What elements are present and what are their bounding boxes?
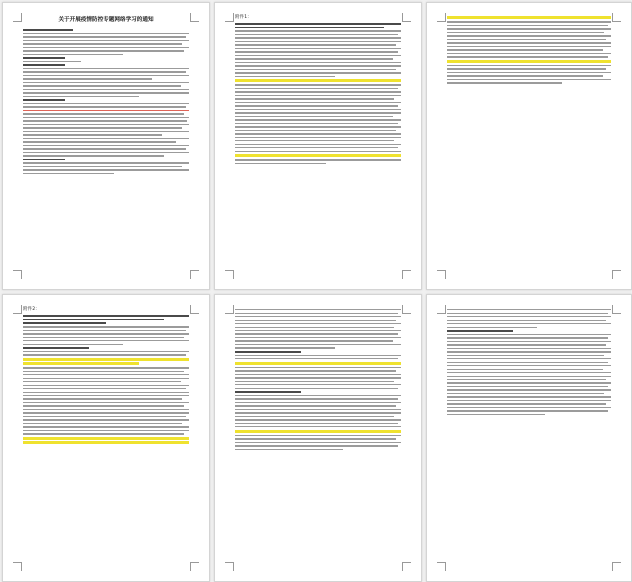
text-line [235, 370, 396, 371]
text-line [447, 25, 608, 26]
text-line [235, 426, 401, 427]
text-line [235, 337, 401, 338]
text-line [235, 340, 393, 341]
text-line [235, 163, 326, 164]
text-line [23, 430, 189, 431]
text-line [235, 133, 401, 134]
text-line [447, 414, 545, 415]
text-line [447, 355, 604, 356]
text-line [235, 88, 398, 89]
text-lines [447, 309, 611, 415]
text-line [23, 33, 189, 34]
text-line [235, 58, 393, 59]
text-line [23, 402, 189, 403]
crop-mark [225, 562, 234, 571]
text-line [447, 65, 611, 66]
text-line [235, 323, 401, 324]
text-line [23, 92, 189, 93]
page-body [235, 15, 401, 271]
text-line [235, 116, 393, 117]
text-line [447, 348, 611, 349]
text-line [447, 358, 611, 359]
text-line [235, 405, 396, 406]
text-line [23, 405, 184, 406]
text-line [23, 141, 176, 142]
text-line [447, 56, 608, 57]
text-line [23, 392, 189, 393]
document-page-5 [214, 294, 422, 582]
text-line [235, 109, 401, 110]
text-line [235, 416, 394, 417]
crop-mark [190, 270, 199, 279]
heading-text-line [23, 322, 106, 324]
crop-mark [13, 270, 22, 279]
text-line [235, 151, 401, 152]
attachment-label: 附件2： [23, 307, 40, 312]
text-line [235, 402, 401, 403]
text-line [235, 313, 398, 314]
text-line [235, 438, 396, 439]
crop-mark [190, 562, 199, 571]
text-line [23, 416, 186, 417]
text-line [235, 381, 394, 382]
text-line [23, 381, 181, 382]
text-line [235, 126, 401, 127]
text-line [235, 384, 401, 385]
highlighted-text-line [23, 362, 139, 365]
text-line [23, 113, 184, 114]
text-line [447, 369, 603, 370]
text-line [23, 398, 182, 399]
crop-mark [612, 562, 621, 571]
text-line [447, 362, 608, 363]
text-line [235, 147, 398, 148]
highlighted-text-line [23, 441, 189, 444]
text-line [447, 400, 611, 401]
text-line [23, 166, 182, 167]
crop-mark [612, 270, 621, 279]
text-line [23, 106, 186, 107]
crop-mark [402, 305, 411, 314]
text-line [447, 344, 606, 345]
text-line [447, 372, 611, 373]
crop-mark [437, 270, 446, 279]
text-line [447, 389, 611, 390]
text-line [23, 409, 189, 410]
text-line [23, 145, 189, 146]
text-line [235, 144, 401, 145]
page-body [23, 307, 189, 563]
text-line [23, 127, 182, 128]
text-line [447, 313, 608, 314]
text-line [447, 21, 611, 22]
text-line [235, 140, 394, 141]
text-line [23, 148, 186, 149]
text-line [235, 374, 401, 375]
text-line [235, 423, 398, 424]
text-line [23, 333, 189, 334]
heading-text-line [235, 27, 384, 29]
text-line [447, 386, 608, 387]
page-body [23, 15, 189, 271]
text-line [235, 395, 401, 396]
text-line [235, 34, 398, 35]
text-line [447, 82, 562, 83]
document-page-6 [426, 294, 632, 582]
text-line [23, 47, 189, 48]
page-body [235, 307, 401, 563]
text-line [23, 337, 184, 338]
text-line [447, 382, 611, 383]
crop-mark [190, 13, 199, 22]
text-lines [23, 315, 189, 444]
text-line [23, 78, 152, 79]
heading-text-line [23, 57, 65, 59]
text-line [235, 367, 401, 368]
crop-mark [437, 13, 446, 22]
text-line [235, 105, 398, 106]
text-line [235, 130, 396, 131]
red-text-line [23, 110, 189, 111]
document-title: 关于开展疫情防控专题网络学习的通知 [58, 17, 154, 23]
text-line [447, 39, 606, 40]
text-line [235, 55, 401, 56]
text-line [235, 37, 401, 38]
text-line [23, 344, 123, 345]
text-line [23, 412, 189, 413]
text-line [447, 323, 611, 324]
text-line [23, 374, 189, 375]
text-line [447, 28, 611, 29]
text-line [235, 398, 398, 399]
text-line [23, 43, 182, 44]
text-line [447, 379, 606, 380]
text-line [447, 53, 611, 54]
text-line [235, 442, 401, 443]
text-line [23, 138, 189, 139]
heading-text-line [23, 319, 164, 321]
crop-mark [225, 13, 234, 22]
text-line [23, 395, 189, 396]
text-lines [23, 29, 189, 174]
text-line [447, 79, 611, 80]
crop-mark [13, 305, 22, 314]
text-line [235, 445, 398, 446]
text-lines [235, 23, 401, 164]
text-line [23, 36, 186, 37]
heading-text-line [23, 159, 65, 161]
text-line [23, 152, 189, 153]
text-line [447, 316, 611, 317]
text-line [235, 358, 398, 359]
crop-mark [402, 13, 411, 22]
text-line [23, 169, 189, 170]
text-line [23, 330, 186, 331]
text-line [447, 75, 603, 76]
text-line [23, 367, 189, 368]
document-page-3 [426, 2, 632, 290]
heading-text-line [23, 315, 189, 317]
document-page-1 [2, 2, 210, 290]
text-line [447, 407, 611, 408]
text-line [23, 89, 189, 90]
text-line [23, 40, 189, 41]
text-line [235, 95, 401, 96]
text-line [235, 51, 398, 52]
text-line [235, 355, 401, 356]
text-line [235, 76, 335, 77]
text-lines [235, 309, 401, 450]
page-body [447, 307, 611, 563]
text-line [235, 98, 394, 99]
text-line [23, 162, 189, 163]
document-page-2 [214, 2, 422, 290]
text-line [447, 393, 604, 394]
text-line [235, 62, 401, 63]
text-line [447, 403, 606, 404]
text-line [235, 449, 343, 450]
text-line [23, 131, 189, 132]
text-line [23, 50, 184, 51]
highlighted-text-line [235, 154, 401, 157]
text-line [235, 388, 398, 389]
highlighted-text-line [447, 16, 611, 19]
text-line [23, 155, 164, 156]
text-line [235, 327, 394, 328]
text-line [447, 410, 608, 411]
heading-text-line [23, 29, 73, 31]
text-line [23, 371, 184, 372]
crop-mark [437, 562, 446, 571]
text-line [23, 71, 186, 72]
text-line [447, 376, 611, 377]
text-line [235, 91, 401, 92]
highlighted-text-line [235, 362, 401, 365]
text-line [23, 354, 186, 355]
text-line [23, 61, 81, 62]
text-line [447, 351, 611, 352]
text-line [235, 333, 398, 334]
heading-text-line [447, 330, 513, 332]
text-line [235, 112, 401, 113]
text-line [23, 423, 182, 424]
highlighted-text-line [23, 437, 189, 440]
text-line [23, 134, 162, 135]
crop-mark [225, 270, 234, 279]
text-line [23, 54, 123, 55]
text-line [447, 320, 606, 321]
text-line [447, 68, 606, 69]
text-line [23, 378, 189, 379]
heading-text-line [235, 391, 301, 393]
text-line [23, 326, 189, 327]
text-line [447, 49, 603, 50]
text-line [23, 340, 189, 341]
text-line [23, 173, 114, 174]
text-line [235, 344, 401, 345]
text-line [23, 385, 189, 386]
text-line [447, 32, 604, 33]
crop-mark [612, 305, 621, 314]
crop-mark [13, 13, 22, 22]
text-line [235, 419, 401, 420]
text-line [235, 347, 335, 348]
text-line [23, 124, 189, 125]
text-line [235, 377, 401, 378]
text-line [23, 82, 189, 83]
text-line [447, 309, 611, 310]
crop-mark [402, 270, 411, 279]
text-line [23, 75, 189, 76]
heading-text-line [23, 64, 65, 66]
text-line [23, 426, 189, 427]
attachment-label: 附件1： [235, 15, 252, 20]
text-line [235, 409, 401, 410]
text-line [23, 85, 181, 86]
text-line [447, 365, 611, 366]
heading-text-line [23, 347, 89, 349]
crop-mark [402, 562, 411, 571]
document-page-4 [2, 294, 210, 582]
text-line [447, 35, 611, 36]
text-line [235, 435, 401, 436]
text-line [23, 120, 187, 121]
crop-mark [13, 562, 22, 571]
crop-mark [190, 305, 199, 314]
heading-text-line [23, 99, 65, 101]
text-line [447, 46, 611, 47]
highlighted-text-line [23, 358, 189, 361]
text-line [447, 327, 537, 328]
crop-mark [437, 305, 446, 314]
text-line [235, 412, 401, 413]
text-line [235, 84, 401, 85]
crop-mark [225, 305, 234, 314]
highlighted-text-line [235, 79, 401, 82]
crop-mark [612, 13, 621, 22]
text-line [23, 351, 189, 352]
text-line [23, 419, 189, 420]
text-line [235, 330, 401, 331]
heading-text-line [235, 23, 401, 25]
text-line [447, 334, 611, 335]
text-line [235, 44, 396, 45]
page-body [447, 15, 611, 271]
text-line [447, 341, 611, 342]
highlighted-text-line [235, 430, 401, 433]
text-line [447, 337, 608, 338]
heading-text-line [235, 351, 301, 353]
text-line [235, 119, 401, 120]
text-line [235, 102, 401, 103]
text-line [447, 72, 611, 73]
text-line [235, 48, 401, 49]
text-line [235, 159, 401, 160]
text-line [23, 433, 184, 434]
text-line [23, 68, 189, 69]
text-line [235, 123, 398, 124]
text-lines [447, 16, 611, 83]
highlighted-text-line [447, 60, 611, 63]
text-line [235, 316, 401, 317]
text-line [235, 65, 401, 66]
text-line [235, 69, 396, 70]
text-line [447, 42, 611, 43]
text-line [235, 30, 401, 31]
text-line [235, 41, 401, 42]
text-line [447, 396, 611, 397]
text-line [235, 320, 396, 321]
text-line [23, 388, 186, 389]
text-line [23, 103, 189, 104]
text-line [235, 309, 401, 310]
text-line [23, 96, 139, 97]
text-line [23, 117, 189, 118]
text-line [235, 72, 401, 73]
text-line [235, 137, 401, 138]
